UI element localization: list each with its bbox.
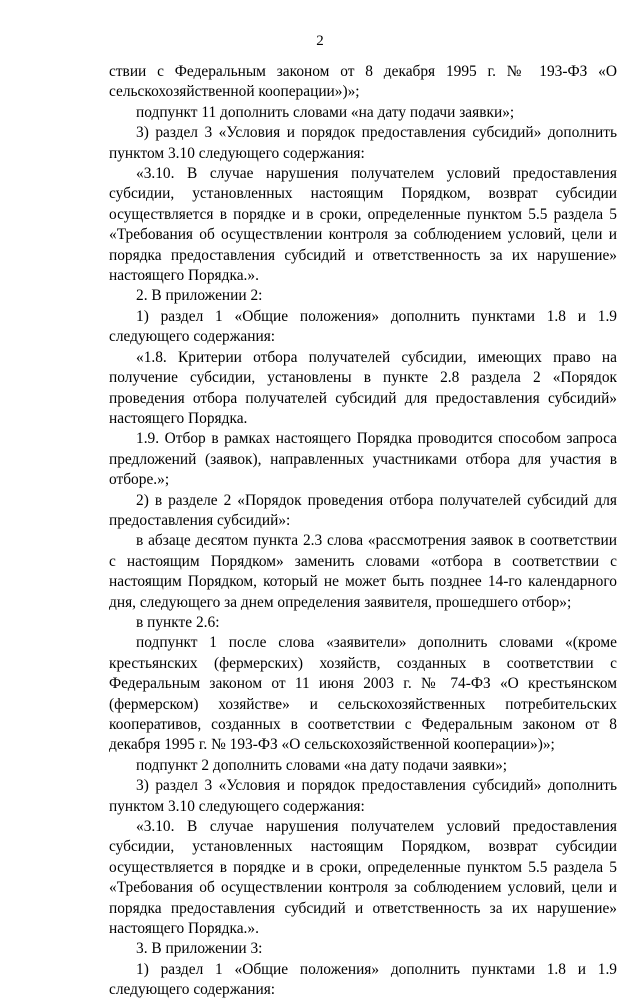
- paragraph: в абзаце десятом пункта 2.3 слова «рассмотрения заявок в соответствии с настоящим Порядком» заменить словами «отбора в соответствии с настоящим Порядком, который не может быть позднее 14-го календарного дня, следующего за днем определения заявителя, прошедшего отбор»;: [109, 532, 617, 611]
- paragraph: 1) раздел 1 «Общие положения» дополнить пунктами 1.8 и 1.9 следующего содержания:: [109, 960, 617, 999]
- paragraph: подпункт 11 дополнить словами «на дату подачи заявки»;: [136, 103, 515, 121]
- paragraph: 3) раздел 3 «Условия и порядок предоставления субсидий» дополнить пунктом 3.10 следующего содержания:: [109, 777, 617, 815]
- paragraph: «3.10. В случае нарушения получателем условий предоставления субсидии, установленных настоящим Порядком, возврат субсидии осуществляется в порядке и в сроки, определенные пунктом 5.5 раздела 5 «Требования об осуществлении контроля за соблюдением условий, цели и порядка предоставления субсидий и ответственность за их нарушение» настоящего Порядка.».: [109, 165, 617, 285]
- paragraph: 3) раздел 3 «Условия и порядок предоставления субсидий» дополнить пунктом 3.10 следующего содержания:: [109, 124, 617, 162]
- paragraph: «1.8. Критерии отбора получателей субсидии, имеющих право на получение субсидии, установлены в пункте 2.8 раздела 2 «Порядок проведения отбора получателей субсидий для предоставления субсидий» настоящего Порядка.: [109, 348, 617, 427]
- paragraph: 1.9. Отбор в рамках настоящего Порядка проводится способом запроса предложений (заявок), направленных участниками отбора для участия в отборе.»;: [109, 430, 617, 489]
- document-body: [109, 62, 617, 1001]
- paragraph: «3.10. В случае нарушения получателем условий предоставления субсидии, установленных настоящим Порядком, возврат субсидии осуществляется в порядке и в сроки, определенные пунктом 5.5 раздела 5 «Требования об осуществлении контроля за соблюдением условий, цели и порядка предоставления субсидий и ответственность за их нарушение» настоящего Порядка.».: [109, 818, 617, 938]
- paragraph: 2. В приложении 2:: [136, 287, 263, 305]
- paragraph: подпункт 1 после слова «заявители» дополнить словами «(кроме крестьянских (фермерских) хозяйств, созданных в соответствии с Федеральным законом от 11 июня 2003 г. № 74-ФЗ «О крестьянском (фермерском) хозяйстве» и сельскохозяйственных потребительских кооперативов, созданных в соответствии с Федеральным законом от 8 декабря 1995 г. № 193-ФЗ «О сельскохозяйственной кооперации»)»;: [109, 634, 617, 754]
- paragraph: 3. В приложении 3:: [136, 940, 263, 958]
- paragraph: в пункте 2.6:: [136, 613, 220, 631]
- paragraph: подпункт 2 дополнить словами «на дату подачи заявки»;: [136, 756, 508, 774]
- paragraph: ствии с Федеральным законом от 8 декабря 1995 г. № 193-ФЗ «О сельскохозяйственной кооперации»)»;: [109, 63, 617, 101]
- page-number: 2: [316, 33, 324, 49]
- paragraph: 1) раздел 1 «Общие положения» дополнить пунктами 1.8 и 1.9 следующего содержания:: [109, 307, 617, 346]
- paragraph: 2) в разделе 2 «Порядок проведения отбора получателей субсидий для предоставления субсидий»:: [109, 491, 617, 529]
